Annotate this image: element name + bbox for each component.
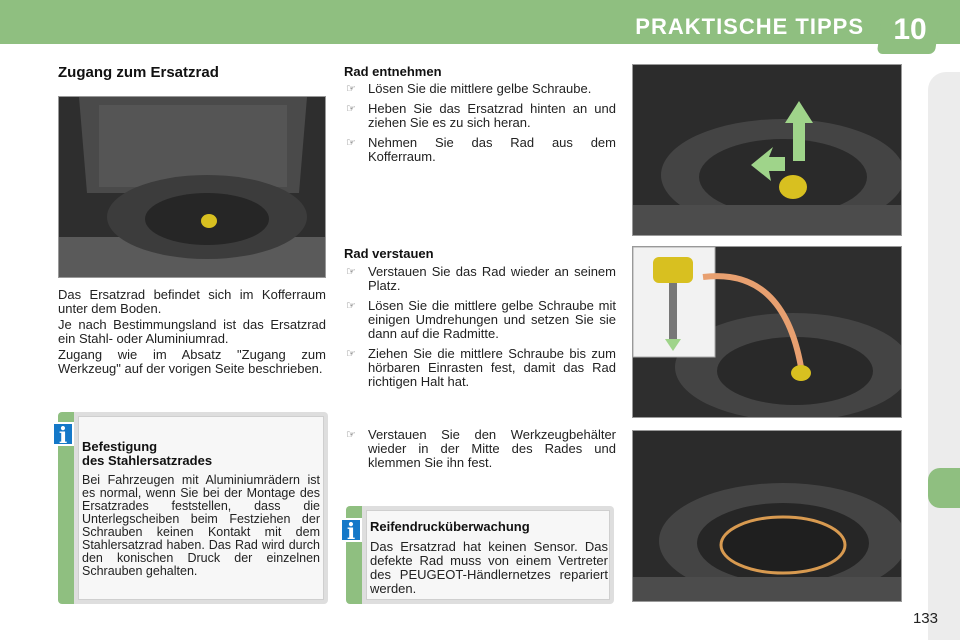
info-title-steel-2: des Stahlersatzrades [82, 453, 213, 468]
info-title-pressure: Reifendrucküberwachung [370, 519, 530, 534]
pointing-hand-icon: ☞ [346, 103, 356, 115]
list-item: ☞ Verstauen Sie das Rad wieder an seinem Platz. [346, 264, 616, 293]
chapter-number: 10 [893, 13, 927, 46]
info-text-pressure: Das Ersatzrad hat keinen Sensor. Das defekte Rad muss von einem Vertreter des PEUGEOT-Händlernetzes repariert werden. [370, 539, 608, 596]
section-title-remove: Rad entnehmen [344, 64, 442, 79]
right-rail [928, 72, 960, 640]
pointing-hand-icon: ☞ [346, 266, 356, 278]
photo-stow-wheel [632, 246, 902, 418]
toolbox-step [344, 428, 616, 476]
trunk-photo [58, 96, 326, 278]
pointing-hand-icon: ☞ [346, 348, 356, 360]
stow-steps [344, 265, 616, 395]
photo-remove-wheel [632, 64, 902, 236]
yellow-bolt-icon [201, 214, 217, 228]
info-icon: i [52, 422, 74, 446]
paragraph-location: Das Ersatzrad befindet sich im Kofferraum unter dem Boden. [58, 287, 326, 316]
photo-toolbox [632, 430, 902, 602]
list-item: ☞ Nehmen Sie das Rad aus dem Kofferraum. [346, 135, 616, 164]
pointing-hand-icon: ☞ [346, 300, 356, 312]
section-title-access: Zugang zum Ersatzrad [58, 64, 219, 81]
paragraph-access: Zugang wie im Absatz "Zugang zum Werkzeug" auf der vorigen Seite beschrieben. [58, 347, 326, 376]
list-item: ☞ Lösen Sie die mittlere gelbe Schraube mit einigen Umdrehungen und setzen Sie sie dann auf die Radmitte. [346, 298, 616, 341]
pointing-hand-icon: ☞ [346, 137, 356, 149]
list-item: ☞ Verstauen Sie den Werkzeugbehälter wieder in der Mitte des Rades und klemmen Sie ihn fest. [346, 427, 616, 470]
list-item: ☞ Ziehen Sie die mittlere Schraube bis zum hörbaren Einrasten fest, damit das Rad richtigen Halt hat. [346, 346, 616, 389]
section-title-stow: Rad verstauen [344, 246, 434, 261]
page-number: 133 [912, 610, 938, 627]
right-tab-marker [928, 468, 960, 508]
pointing-hand-icon: ☞ [346, 429, 356, 441]
yellow-bolt-icon [779, 175, 807, 199]
list-item: ☞ Lösen Sie die mittlere gelbe Schraube. [346, 81, 592, 96]
paragraph-wheel-type: Je nach Bestimmungsland ist das Ersatzrad ein Stahl- oder Aluminiumrad. [58, 317, 326, 346]
info-icon: i [340, 518, 362, 542]
remove-steps [344, 82, 616, 170]
info-text-steel: Bei Fahrzeugen mit Aluminiumrädern ist es normal, wenn Sie bei der Montage des Ersatzrades feststellen, dass die Unterlegscheiben beim Festziehen der Schrauben keinen Kontakt mit dem Stahlersatzrad haben. Das Rad wird durch den konischen Druck der einzelnen Schrauben gehalten. [82, 473, 320, 578]
pointing-hand-icon: ☞ [346, 83, 356, 95]
page-title: PRAKTISCHE TIPPS [635, 14, 864, 39]
info-title-steel-1: Befestigung [82, 439, 158, 454]
header-bar [0, 0, 960, 44]
list-item: ☞ Heben Sie das Ersatzrad hinten an und ziehen Sie es zu sich heran. [346, 101, 616, 130]
yellow-bolt-icon [653, 257, 693, 283]
